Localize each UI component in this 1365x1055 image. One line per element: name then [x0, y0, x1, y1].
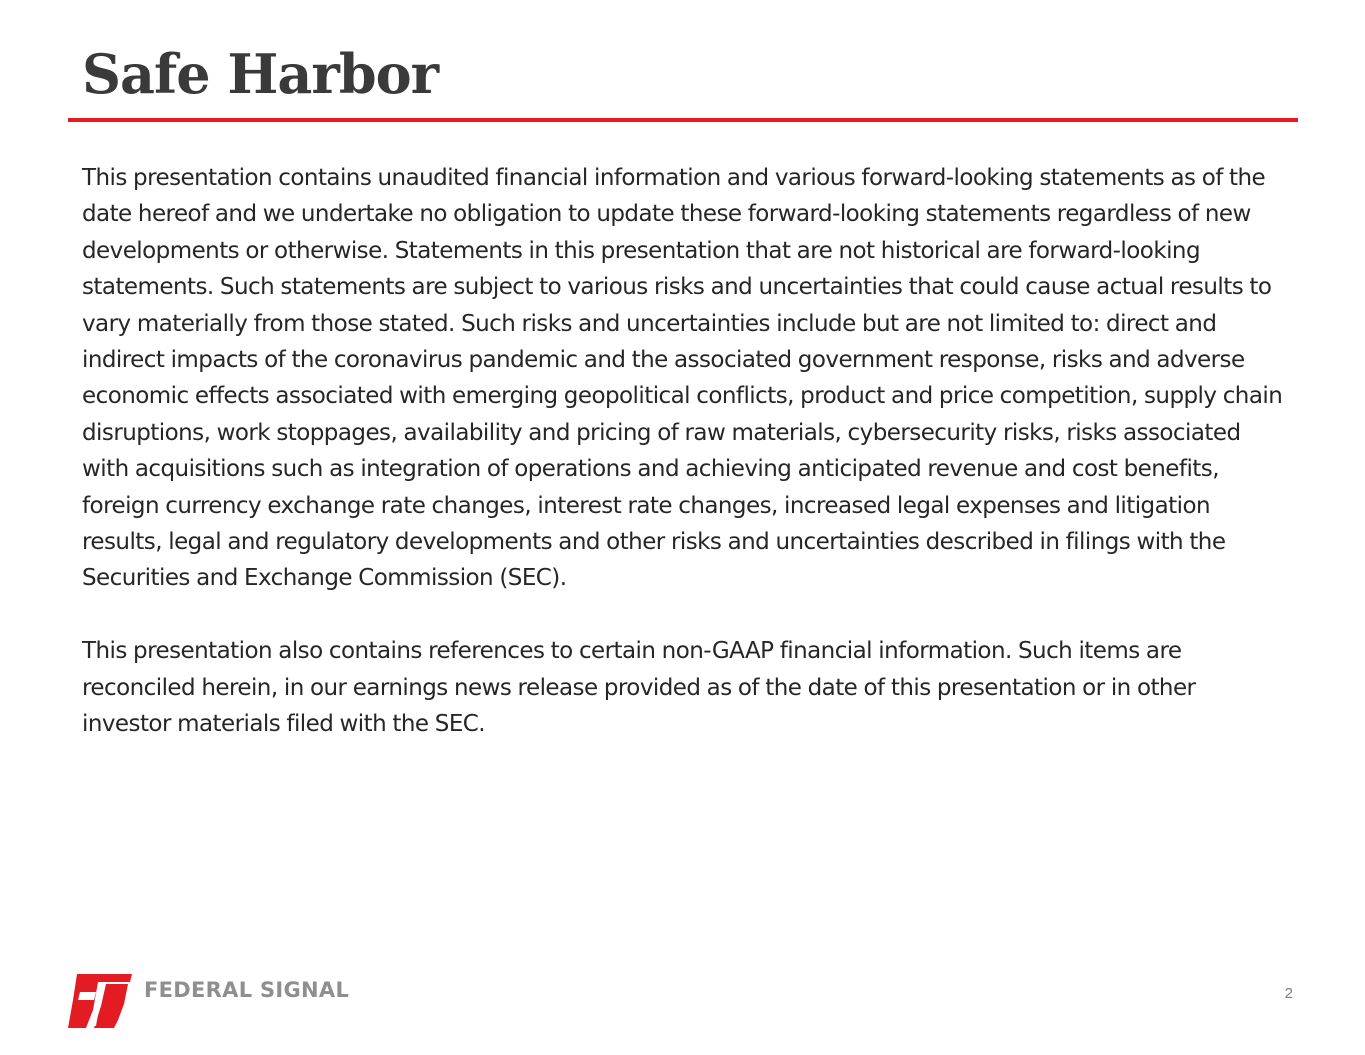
slide-title: Safe Harbor	[82, 42, 439, 106]
logo-wordmark: FEDERAL SIGNAL	[144, 978, 350, 1002]
federal-signal-logo	[68, 970, 358, 1028]
disclaimer-paragraph: This presentation contains unaudited financial information and various forward-looking statements as of the date hereof and we undertake no obligation to update these forward-looking statements regardless of new developments or otherwise. Statements in this presentation that are not historical are forward-looking statements. Such statements are subject to various risks and uncertainties that could cause actual results to vary materially from those stated. Such risks and uncertainties include but are not limited to: direct and indirect impacts of the coronavirus pandemic and the associated government response, risks and adverse economic effects associated with emerging geopolitical conflicts, product and price competition, supply chain disruptions, work stoppages, availability and pricing of raw materials, cybersecurity risks, risks associated with acquisitions such as integration of operations and achieving anticipated revenue and cost benefits, foreign currency exchange rate changes, interest rate changes, increased legal expenses and litigation results, legal and regulatory developments and other risks and uncertainties described in filings with the Securities and Exchange Commission (SEC).	[82, 165, 1283, 592]
title-divider	[68, 118, 1298, 122]
slide-body	[82, 160, 1287, 742]
page-number: 2	[1284, 985, 1293, 1002]
federal-signal-logo-icon	[68, 970, 132, 1028]
non-gaap-paragraph: This presentation also contains references to certain non-GAAP financial information. Such items are reconciled herein, in our earnings news release provided as of the date of this presentation or in other investor materials filed with the SEC.	[82, 638, 1196, 738]
